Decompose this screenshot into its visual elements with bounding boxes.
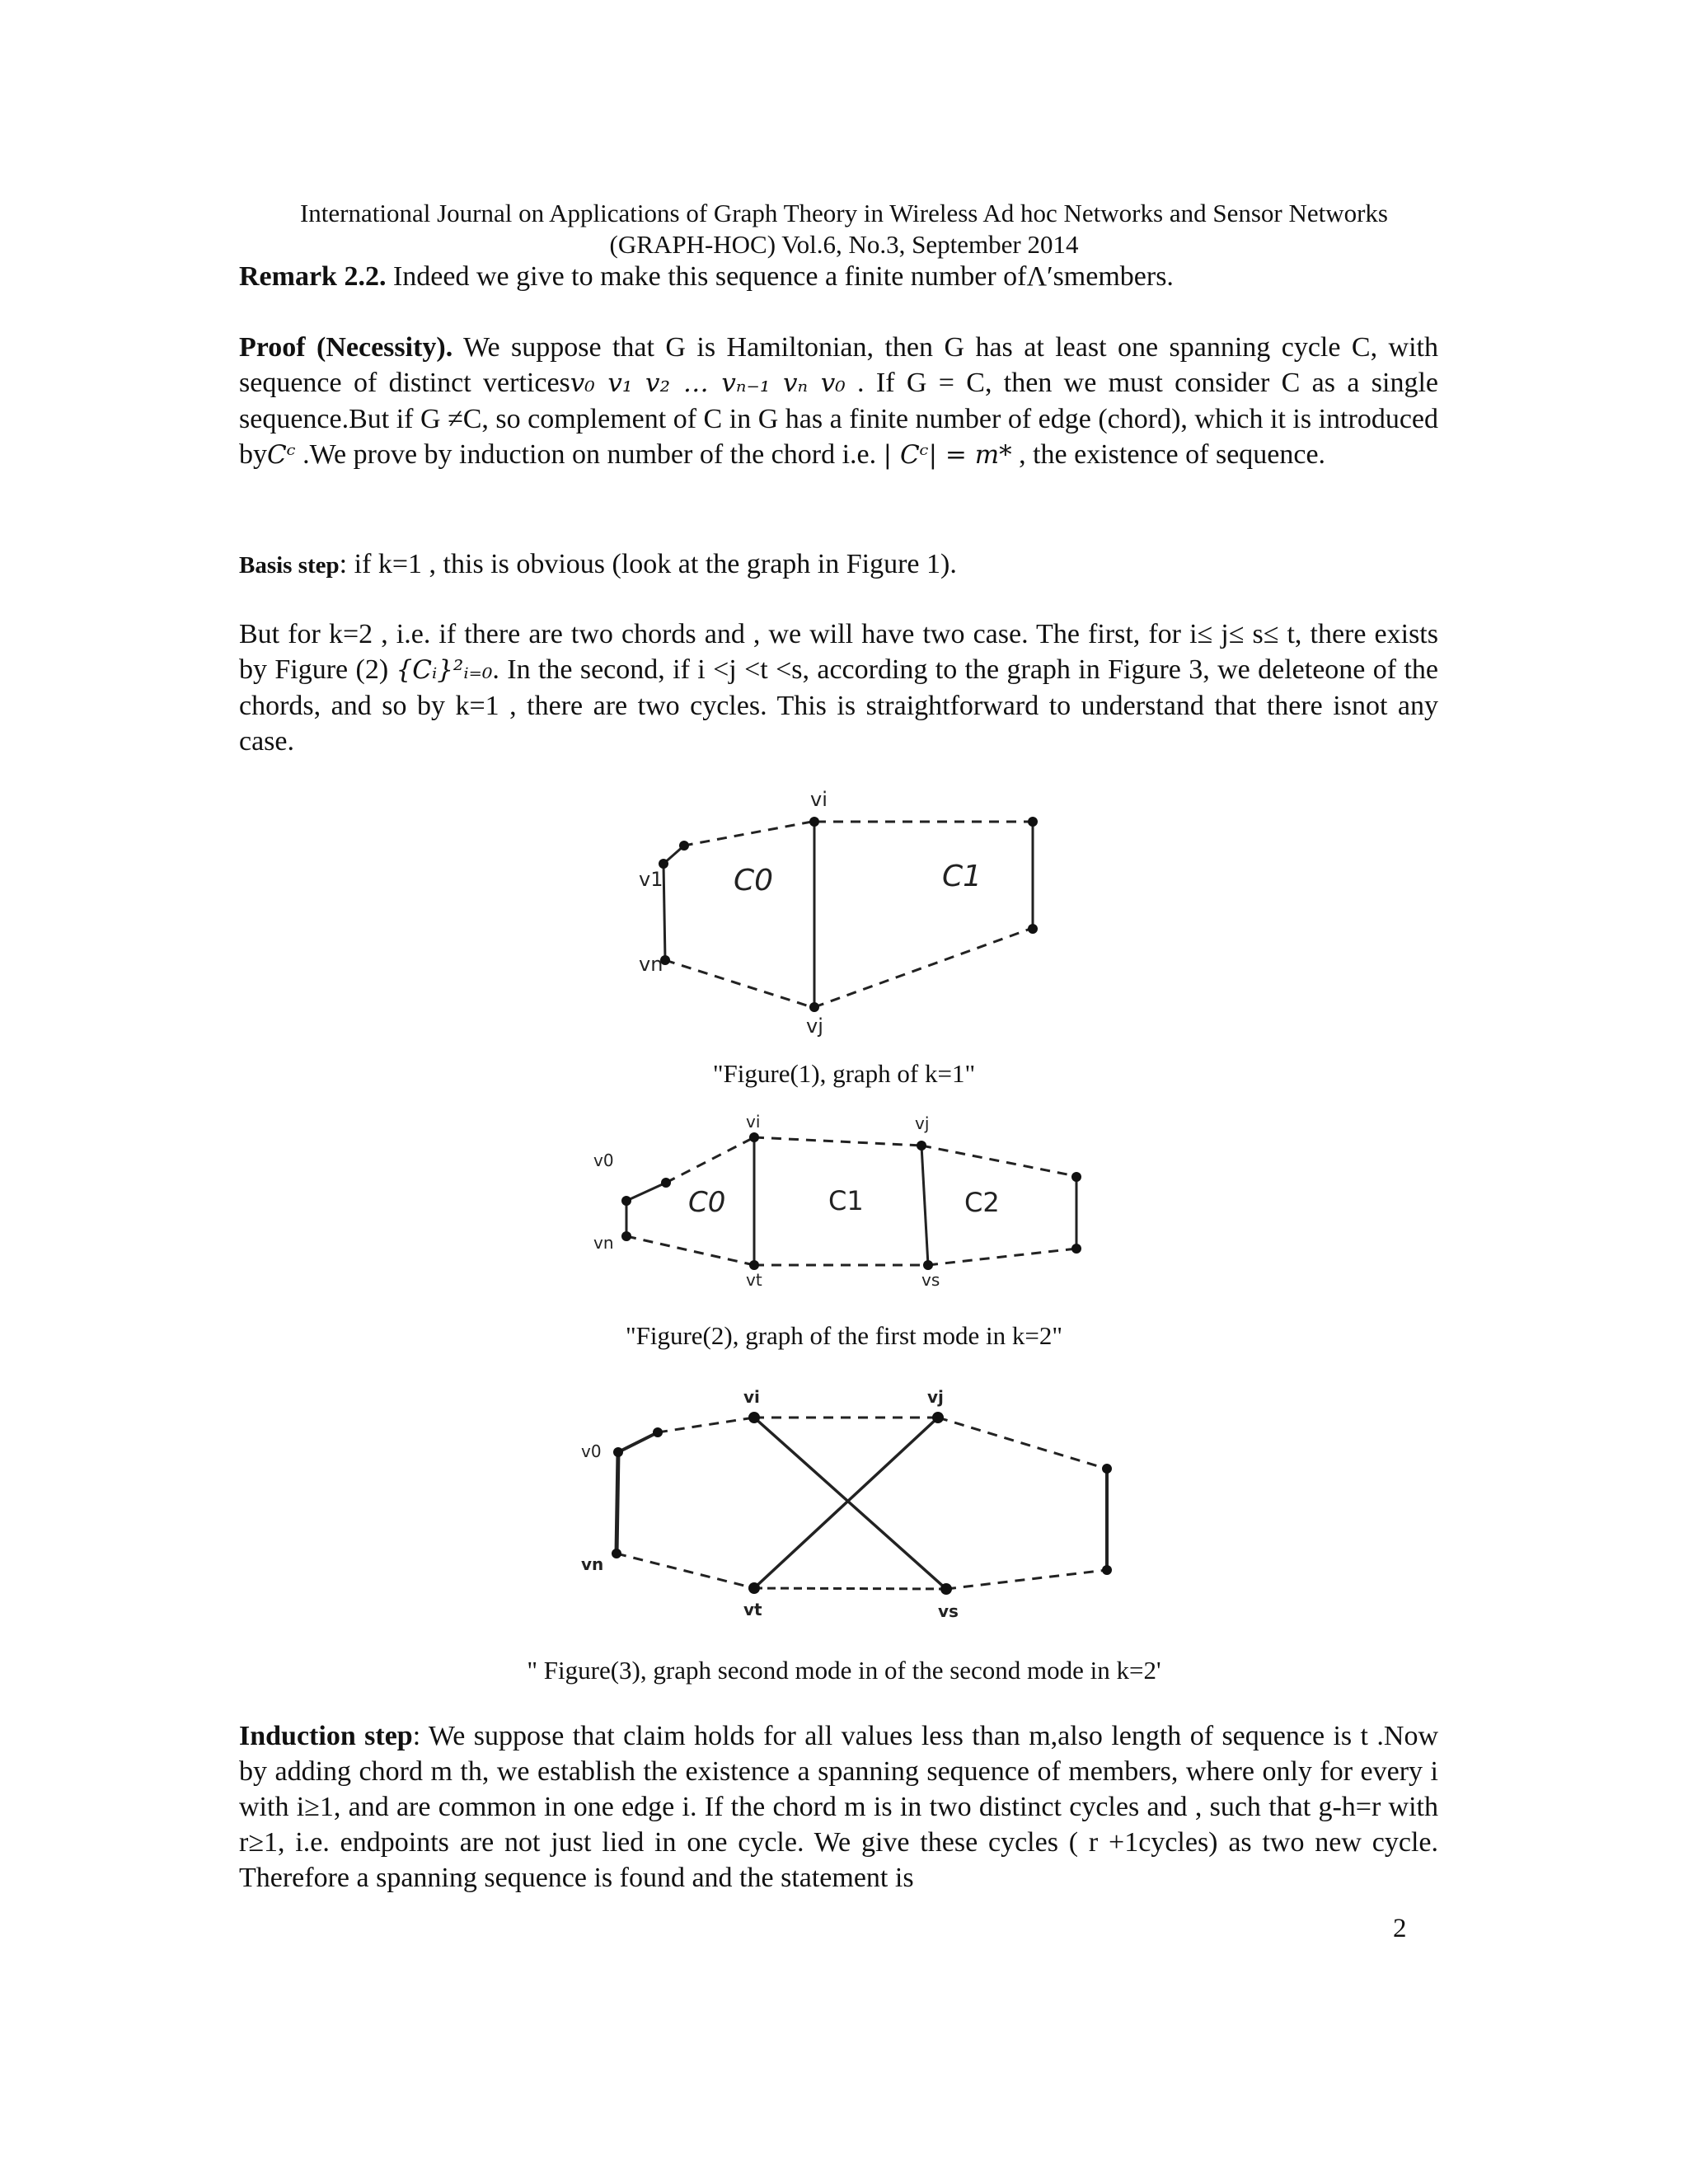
proof-label: Proof (Necessity). [239, 332, 453, 363]
fig1-label-c0: C0 [734, 864, 774, 898]
fig2-label-vn: vn [593, 1233, 614, 1253]
fig1-label-vi: vi [810, 788, 828, 811]
journal-header-line2: (GRAPH-HOC) Vol.6, No.3, September 2014 [609, 230, 1079, 259]
fig2-label-c0: C0 [688, 1186, 726, 1219]
fig1-label-vj: vj [806, 1015, 823, 1038]
complement-symbol: Cᶜ [267, 440, 296, 470]
proof-text-2: . If G = C, then we must consider C as a single sequence.But if G ≠C, so complement of C in G has a finite number of edge (chord), which it is introduced by [239, 368, 1438, 470]
fig3-label-v0: v0 [581, 1441, 602, 1461]
fig2-label-vi: vi [746, 1112, 761, 1132]
basis-label: Basis step [239, 552, 340, 579]
fig2-label-vt: vt [746, 1270, 762, 1290]
fig2-label-v0: v0 [593, 1151, 614, 1170]
chord-cardinality: | Cᶜ| = m* [883, 440, 1012, 470]
proof-text-1: We suppose that G is Hamiltonian, then G has at least one spanning cycle C, with sequence of distinct vertices [239, 332, 1438, 398]
fig3-label-vj: vj [927, 1387, 944, 1407]
remark-label: Remark 2.2. [239, 261, 387, 292]
figure-2-caption: "Figure(2), graph of the first mode in k=2" [625, 1321, 1063, 1350]
fig1-label-c1: C1 [942, 860, 982, 893]
induction-label: Induction step [239, 1721, 413, 1751]
page-number: 2 [1393, 1914, 1407, 1943]
fig3-label-vs: vs [938, 1601, 959, 1621]
fig2-label-vj: vj [915, 1113, 930, 1133]
fig2-label-vs: vs [921, 1270, 940, 1290]
journal-header-line1: International Journal on Applications of Graph Theory in Wireless Ad hoc Networks and Sensor Networks [299, 199, 1388, 227]
basis-text: : if k=1 , this is obvious (look at the graph in Figure 1). [339, 549, 957, 579]
remark-text: Indeed we give to make this sequence a finite number ofΛ′smembers. [386, 261, 1174, 292]
fig3-label-vt: vt [743, 1600, 762, 1619]
fig1-label-vn: vn [639, 953, 663, 976]
fig1-label-v1: v1 [639, 868, 663, 891]
cycle-set: {Cᵢ}²ᵢ₌₀ [396, 655, 493, 685]
fig3-label-vn: vn [581, 1554, 604, 1574]
figure-3-caption: " Figure(3), graph second mode in of the second mode in k=2' [527, 1656, 1161, 1685]
k2-text-1: But for k=2 , i.e. if there are two chords and , we will have two case. The first, for i≤ j≤ s≤ t, there exists by Figure (2) [239, 619, 1438, 685]
figure-1-caption: "Figure(1), graph of k=1" [712, 1059, 976, 1088]
k2-text-2: . In the second, if i <j <t <s, according to the graph in Figure 3, we deleteone of the chords, and so by k=1 , there are two cycles. This is straightforward to understand that there isnot any case. [239, 654, 1438, 757]
fig2-label-c2: C2 [964, 1187, 1000, 1218]
vertex-sequence: v₀ v₁ v₂ … vₙ₋₁ vₙ v₀ [570, 368, 846, 398]
fig3-label-vi: vi [743, 1387, 760, 1407]
induction-text: : We suppose that claim holds for all values less than m,also length of sequence is t .Now by adding chord m th, we establish the existence a spanning sequence of members, where only for every i with i≥1, and are common in one edge i. If the chord m is in two distinct cycles and , such that g-h=r with r≥1, i.e. endpoints are not just lied in one cycle. We give these cycles ( r +1cycles) as two new cycle. Therefore a spanning sequence is found and the statement is [239, 1721, 1438, 1893]
induction-paragraph [239, 1718, 1438, 1896]
proof-text-3: .We prove by induction on number of the chord i.e. [295, 439, 884, 470]
proof-text-4: , the existence of sequence. [1011, 439, 1326, 470]
fig2-label-c1: C1 [828, 1185, 864, 1216]
